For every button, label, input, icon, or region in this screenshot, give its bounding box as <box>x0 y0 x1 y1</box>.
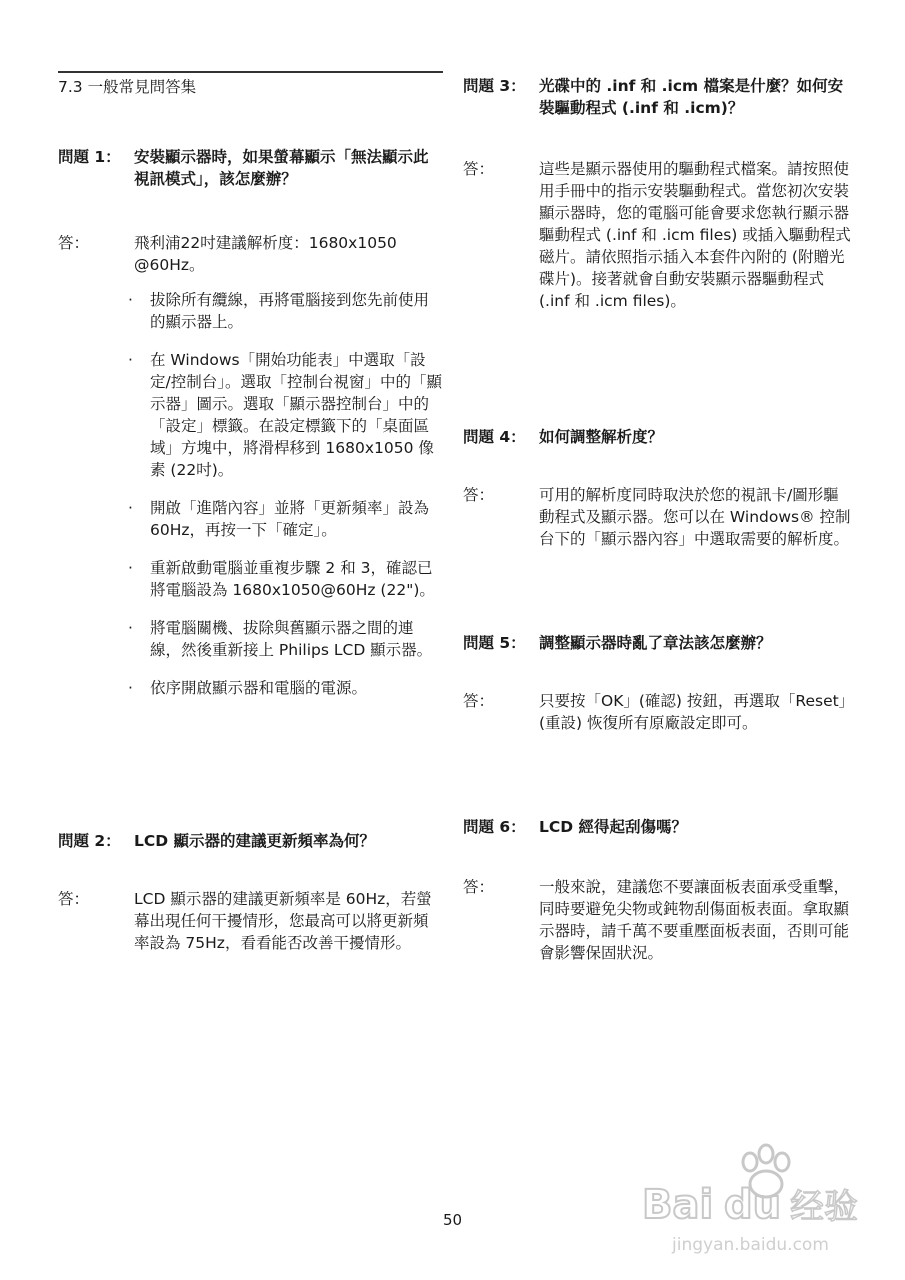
question-4-text: 如何調整解析度？ <box>539 428 664 446</box>
answer-2-text: LCD 顯示器的建議更新頻率是 60Hz，若螢幕出現任何干擾情形，您最高可以將更新頻率設為 75Hz，看看能否改善干擾情形。 <box>134 890 432 952</box>
answer-4-text: 可用的解析度同時取決於您的視訊卡/圖形驅動程式及顯示器。您可以在 Windows® 控制台下的「顯示器內容」中選取需要的解析度。 <box>539 486 851 548</box>
answer-6-text: 一般來說，建議您不要讓面板表面承受重擊，同時要避免尖物或鈍物刮傷面板表面。拿取顯示器時，請千萬不要重壓面板表面，否則可能會影響保固狀況。 <box>539 878 850 962</box>
question-4-label: 問題 4： <box>463 428 526 446</box>
section-title: 7.3 一般常見問答集 <box>58 78 197 96</box>
list-item: · 重新啟動電腦並重複步驟 2 和 3，確認已將電腦設為 1680x1050@60Hz (22")。 <box>128 559 435 599</box>
question-4 <box>463 426 853 448</box>
question-6-text: LCD 經得起刮傷嗎？ <box>539 818 688 836</box>
question-1-label: 問題 1： <box>58 148 121 166</box>
answer-3 <box>463 158 853 312</box>
answer-6 <box>463 876 853 964</box>
baidu-watermark-logo <box>632 1140 892 1260</box>
question-2 <box>58 830 443 852</box>
svg-text:du: du <box>724 1182 782 1228</box>
answer-3-label: 答： <box>463 160 495 178</box>
page-number: 50 <box>442 1211 463 1229</box>
answer-2-label: 答： <box>58 890 90 908</box>
list-item: · 開啟「進階內容」並將「更新頻率」設為 60Hz，再按一下「確定」。 <box>128 499 430 539</box>
question-1-text: 安裝顯示器時，如果螢幕顯示「無法顯示此視訊模式」，該怎麼辦？ <box>134 148 429 188</box>
answer-2 <box>58 888 443 954</box>
answer-6-label: 答： <box>463 878 495 896</box>
question-5-text: 調整顯示器時亂了章法該怎麼辦？ <box>539 634 772 652</box>
answer-1-label: 答： <box>58 234 90 252</box>
list-item: · 將電腦關機、拔除與舊顯示器之間的連線，然後重新接上 Philips LCD 顯示器。 <box>128 619 433 659</box>
section-rule <box>58 71 443 73</box>
answer-5-label: 答： <box>463 692 495 710</box>
question-5 <box>463 632 853 654</box>
svg-text:jingyan.baidu.com: jingyan.baidu.com <box>672 1235 829 1255</box>
list-item: · 依序開啟顯示器和電腦的電源。 <box>128 679 368 697</box>
question-2-label: 問題 2： <box>58 832 121 850</box>
question-3-text: 光碟中的 .inf 和 .icm 檔案是什麼？如何安裝驅動程式 (.inf 和 .icm)？ <box>539 77 844 117</box>
answer-5-text: 只要按「OK」(確認) 按鈕，再選取「Reset」(重設) 恢復所有原廠設定即可。 <box>539 692 847 732</box>
question-5-label: 問題 5： <box>463 634 526 652</box>
svg-text:经验: 经验 <box>790 1187 858 1227</box>
question-1 <box>58 146 443 190</box>
answer-1 <box>58 232 443 276</box>
answer-5 <box>463 690 853 734</box>
answer-4-label: 答： <box>463 486 495 504</box>
answer-4 <box>463 484 853 550</box>
question-2-text: LCD 顯示器的建議更新頻率為何？ <box>134 832 376 850</box>
svg-text:Bai: Bai <box>642 1182 714 1228</box>
list-item: · 拔除所有纜線，再將電腦接到您先前使用的顯示器上。 <box>128 291 430 331</box>
list-item: · 在 Windows「開始功能表」中選取「設定/控制台」。選取「控制台視窗」中的「顯示器」圖示。選取「顯示器控制台」中的「設定」標籤。在設定標籤下的「桌面區域」方塊中，將滑桿移到 1680x1050 像素 (22吋)。 <box>128 351 442 479</box>
answer-1-steps <box>128 289 443 699</box>
answer-1-text: 飛利浦22吋建議解析度：1680x1050 @60Hz。 <box>134 234 397 274</box>
question-6 <box>463 816 853 838</box>
question-3 <box>463 75 853 119</box>
question-3-label: 問題 3： <box>463 77 526 95</box>
question-6-label: 問題 6： <box>463 818 526 836</box>
answer-3-text: 這些是顯示器使用的驅動程式檔案。請按照使用手冊中的指示安裝驅動程式。當您初次安裝顯示器時，您的電腦可能會要求您執行顯示器驅動程式 (.inf 和 .icm files) 或插入驅動程式磁片。請依照指示插入本套件內附的 (附贈光碟片)。接著就會自動安裝顯示器驅動程式 (.inf 和 .icm files)。 <box>539 160 851 310</box>
